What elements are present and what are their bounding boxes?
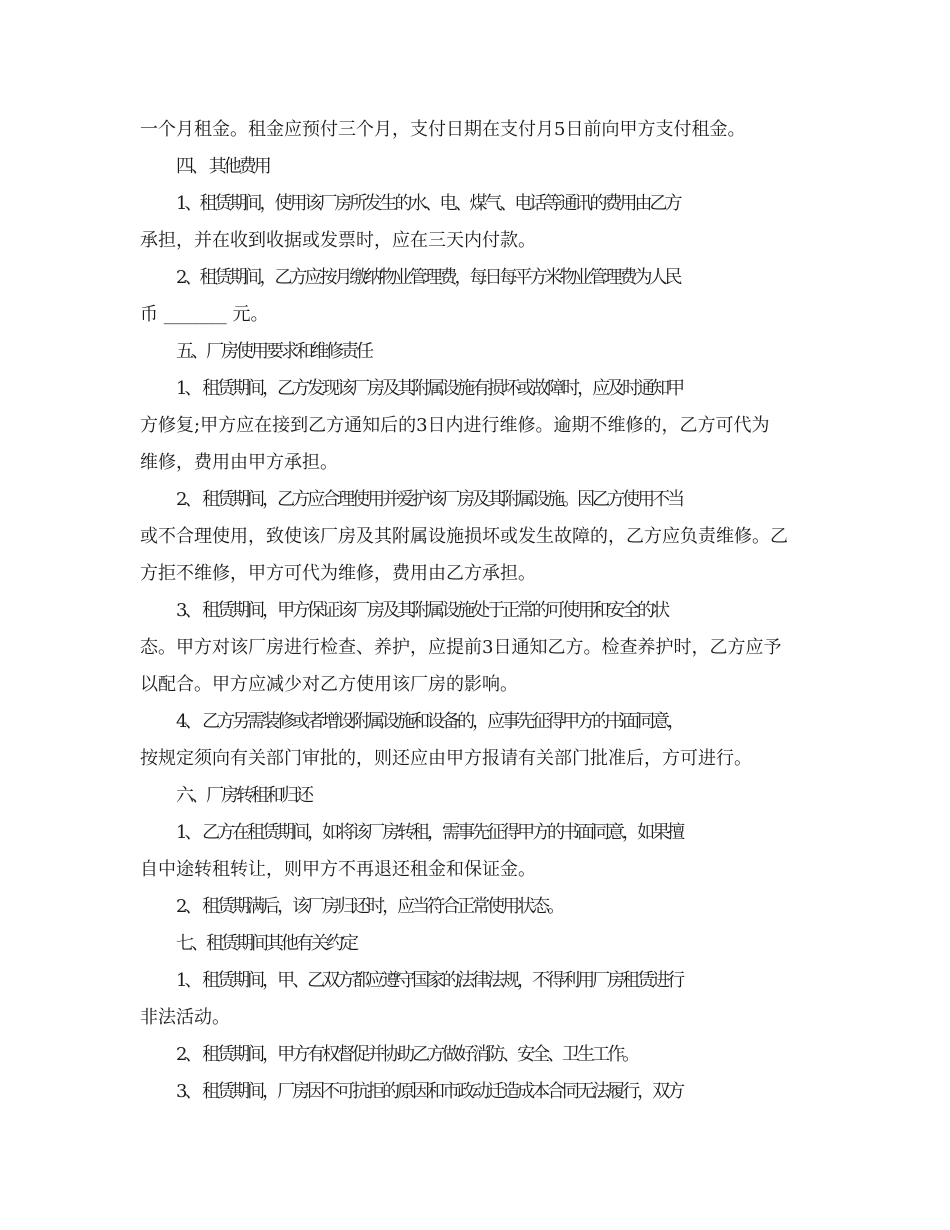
section-heading: 四、 其他费用 <box>176 156 269 177</box>
text-line: 1、 租赁期间，甲、乙双方都应遵守国家的法律法规，不得利用厂房租赁进行 <box>176 970 683 991</box>
text-line: 一个月租金。租金应预付三个月，支付日期在支付月5日前向甲方支付租金。 <box>140 119 746 140</box>
text-line: 态。甲方对该厂房进行检查、养护，应提前3日通知乙方。检查养护时，乙方应予 <box>140 637 782 658</box>
text-line: 3、 租赁期间，厂房因不可抗拒的原因和市政动迁造成本合同无法履行，双方 <box>176 1081 683 1102</box>
text-line: 2、 租赁期间，甲方有权督促并协助乙方做好消防、安全、卫生工作。 <box>176 1044 638 1065</box>
text-line: 非法活动。 <box>140 1007 230 1028</box>
text-line: 方拒不维修，甲方可代为维修，费用由乙方承担。 <box>140 563 536 584</box>
text-line: 或不合理使用，致使该厂房及其附属设施损坏或发生故障的，乙方应负责维修。乙 <box>140 526 788 547</box>
text-line: 1、 乙方在租赁期间，如将该厂房转租，需事先征得甲方的书面同意，如果擅 <box>176 822 683 843</box>
text-line: 2、 租赁期满后，该厂房归还时，应当符合正常使用状态。 <box>176 896 563 917</box>
section-heading: 七、租赁期间其他有关约定 <box>176 933 356 954</box>
text-line: 承担，并在收到收据或发票时，应在三天内付款。 <box>140 230 536 251</box>
text-line: 3、 租赁期间，甲方保证该厂房及其附属设施处于正常的可使用和安全的状 <box>176 600 668 621</box>
text-line: 方修复;甲方应在接到乙方通知后的3日内进行维修。逾期不维修的，乙方可代为 <box>140 415 770 436</box>
text-line: 2、租赁期间，乙方应按月缴纳物业管理费，每日每平方米物业管理费为人民 <box>176 267 680 288</box>
text-line: 以配合。甲方应减少对乙方使用该厂房的影响。 <box>140 674 518 695</box>
section-heading: 五、厂房使用要求和维修责任 <box>176 341 371 362</box>
text-line: 1、 租赁期间，乙方发现该厂房及其附属设施有损坏或故障时，应及时通知甲 <box>176 378 683 399</box>
text-line: 按规定须向有关部门审批的，则还应由甲方报请有关部门批准后，方可进行。 <box>140 748 752 769</box>
text-line: 币 _______ 元。 <box>140 304 269 325</box>
text-line: 1、租赁期间，使用该厂房所发生的水、电、煤气、电话等通讯的费用由乙方 <box>176 193 680 214</box>
text-line: 2、 租赁期间，乙方应合理使用并爱护该厂房及其附属设施。因乙方使用不当 <box>176 489 683 510</box>
text-line: 维修，费用由甲方承担。 <box>140 452 338 473</box>
text-line: 自中途转租转让，则甲方不再退还租金和保证金。 <box>140 859 536 880</box>
text-line: 4、 乙方另需装修或者增设附属设施和设备的，应事先征得甲方的书面同意， <box>176 711 683 732</box>
section-heading: 六、厂房转租和归还 <box>176 785 311 806</box>
